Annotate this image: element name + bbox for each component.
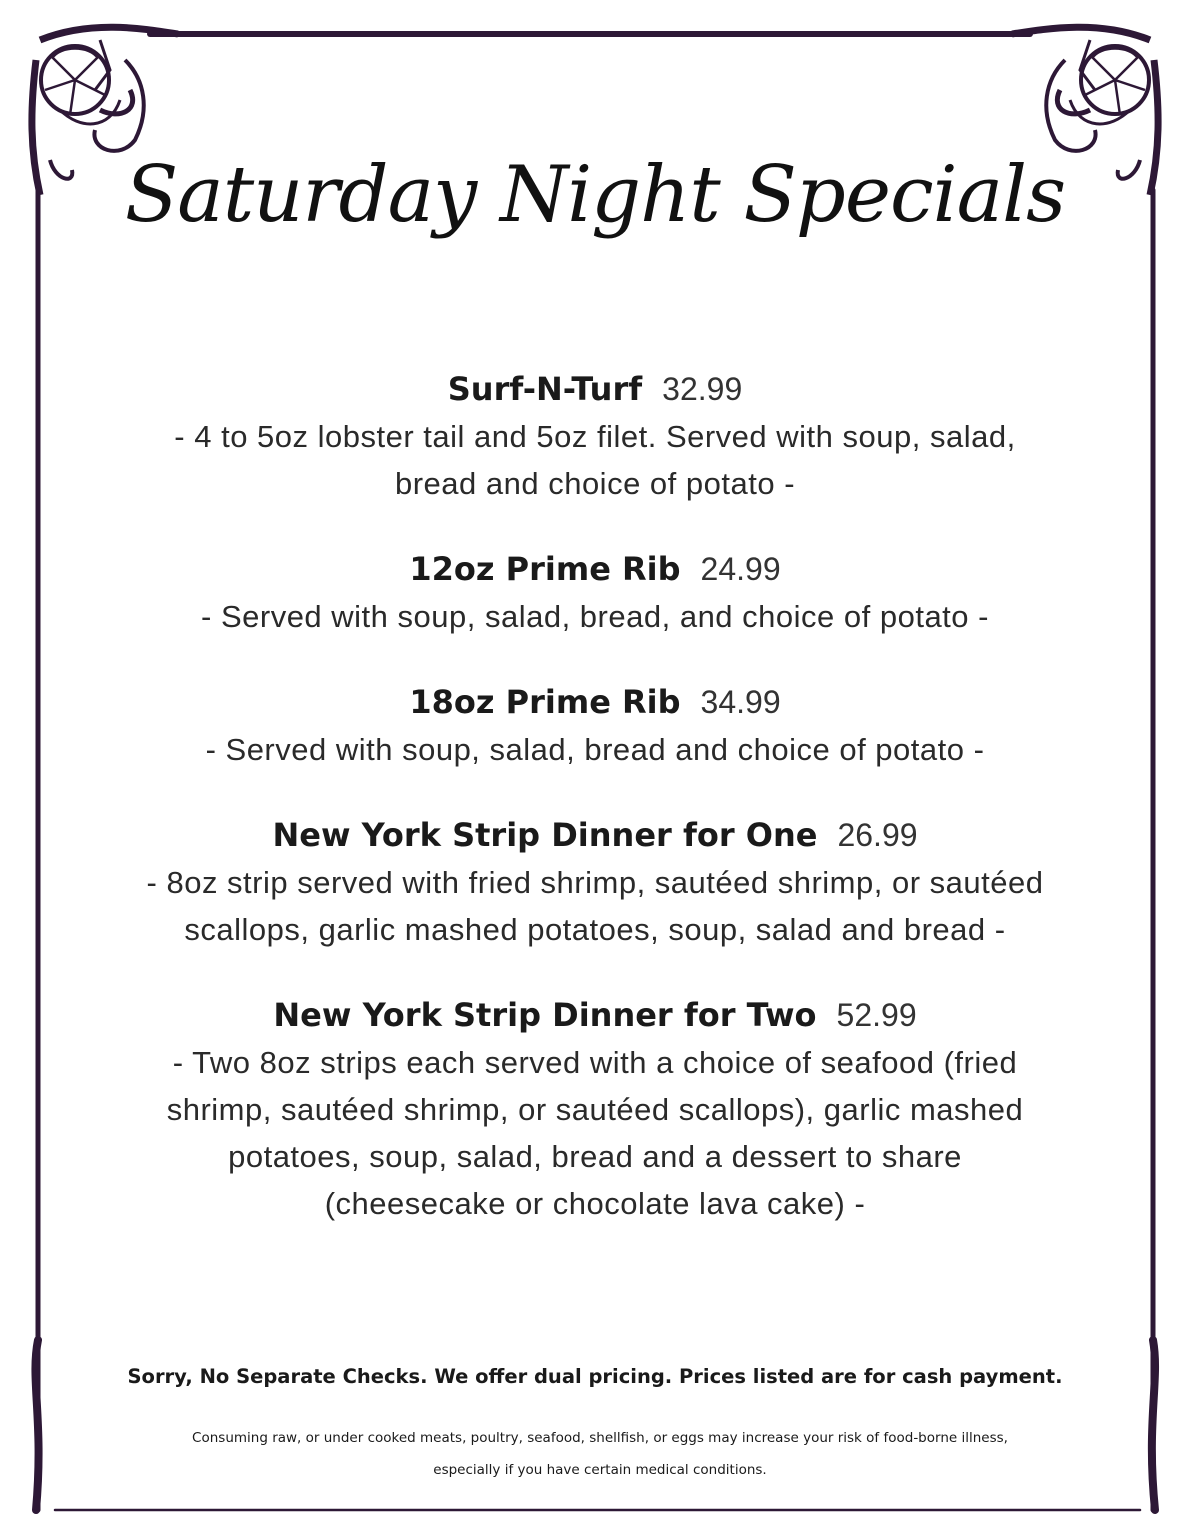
- specials-list: [140, 365, 1050, 1265]
- item-description: - Two 8oz strips each served with a choice of seafood (fried shrimp, sautéed shrimp, or sautéed scallops), garlic mashed potatoes, soup, salad, bread and a dessert to share (cheesecake or chocolate lava cake) -: [166, 1045, 1024, 1221]
- item-name: New York Strip Dinner for Two: [273, 996, 817, 1034]
- item-name: Surf-N-Turf: [447, 370, 643, 408]
- item-name: New York Strip Dinner for One: [272, 816, 818, 854]
- item-price: 52.99: [836, 997, 917, 1033]
- menu-item: [140, 811, 1050, 953]
- menu-item: [140, 365, 1050, 507]
- item-description: - Served with soup, salad, bread, and choice of potato -: [201, 599, 989, 634]
- item-name: 18oz Prime Rib: [409, 683, 681, 721]
- item-name: 12oz Prime Rib: [409, 550, 681, 588]
- item-price: 34.99: [700, 684, 781, 720]
- item-price: 26.99: [837, 817, 918, 853]
- health-disclaimer: Consuming raw, or under cooked meats, poultry, seafood, shellfish, or eggs may increase your risk of food-borne illness, especially if you have certain medical conditions.: [192, 1430, 1008, 1478]
- payment-notice: Sorry, No Separate Checks. We offer dual pricing. Prices listed are for cash payment.: [127, 1365, 1063, 1388]
- item-description: - Served with soup, salad, bread and choice of potato -: [205, 732, 985, 767]
- item-description: - 8oz strip served with fried shrimp, sautéed shrimp, or sautéed scallops, garlic mashed potatoes, soup, salad and bread -: [146, 865, 1044, 947]
- item-price: 24.99: [700, 551, 781, 587]
- menu-item: [140, 991, 1050, 1227]
- item-description: - 4 to 5oz lobster tail and 5oz filet. Served with soup, salad, bread and choice of potato -: [174, 419, 1016, 501]
- item-price: 32.99: [662, 371, 743, 407]
- menu-item: [140, 545, 1050, 640]
- menu-item: [140, 678, 1050, 773]
- menu-title: Saturday Night Specials: [124, 150, 1066, 240]
